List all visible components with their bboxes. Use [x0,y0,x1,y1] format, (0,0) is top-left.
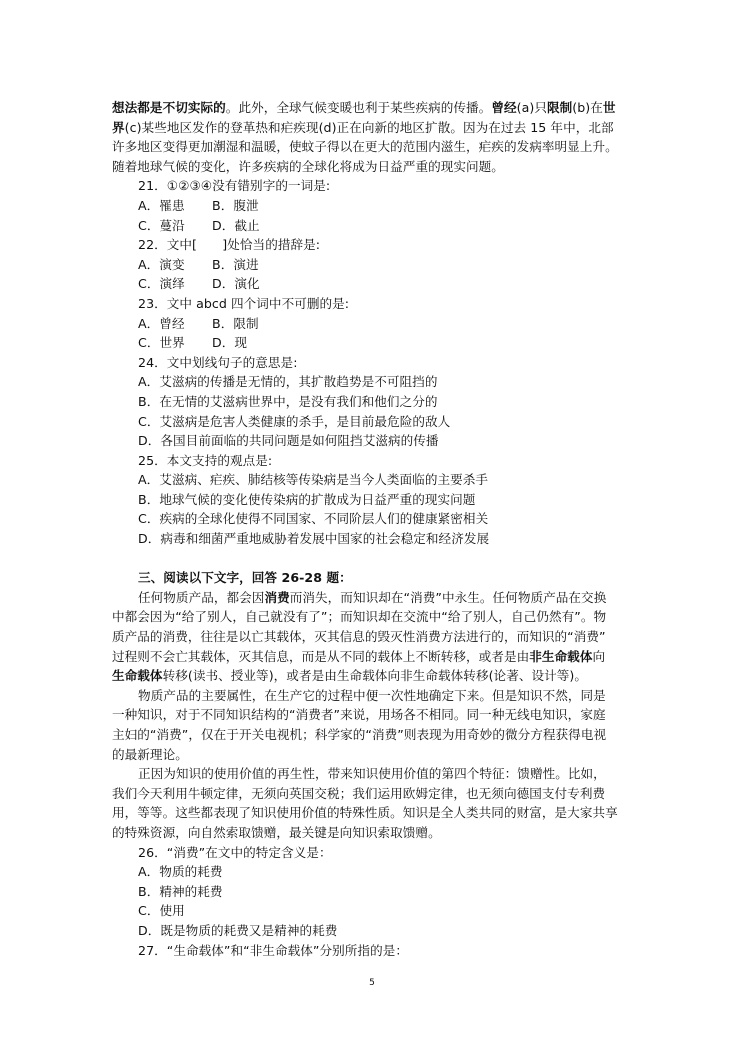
bold-text: 曾经 [491,100,517,115]
section-heading: 三、阅读以下文字，回答 26-28 题： [138,570,352,586]
option-b: B．在无情的艾滋病世界中，是没有我们和他们之分的 [138,393,438,409]
option-c: C．蔓沿 [138,217,185,233]
text-run: 而消失，而知识却在“消费”中永生。任何物质产品在交换 [289,589,607,605]
option-d: D．各国目前面临的共同问题是如何阻挡艾滋病的传播 [138,433,439,449]
option-d: D．病毒和细菌严重地威胁着发展中国家的社会稳定和经济发展 [138,531,490,547]
paragraph-line: 物质产品的主要属性，在生产它的过程中便一次性地确定下来。但是知识不然，同是 [138,687,606,703]
bold-text: 消费 [264,589,290,605]
paragraph-line: 的最新理论。 [112,746,188,762]
paragraph-line [112,118,632,138]
question-25-stem: 25．本文支持的观点是: [138,452,273,468]
question-22-options-ab [112,255,632,275]
paragraph-line [112,98,632,118]
bold-text: 生命载体 [112,668,163,684]
question-23-stem: 23．文中 abcd 四个词中不可删的是: [138,295,350,311]
paragraph-line [112,647,632,667]
option-a: A．罹患 [138,197,185,213]
option-c: C．疾病的全球化使得不同国家、不同阶层人们的健康紧密相关 [138,511,489,527]
text-run: 转移(读书、授业等)，或者是由生命载体向非生命载体转移(论著、设计等)。 [162,668,588,684]
paragraph-line [112,588,632,608]
bold-text: 非生命载体 [529,648,593,664]
option-a: A．物质的耗费 [138,864,223,880]
option-a: A．曾经 [138,315,185,331]
option-c: C．世界 [138,335,185,351]
option-d: D．既是物质的耗费又是精神的耗费 [138,922,338,938]
question-27-stem: 27．“生命载体”和“非生命载体”分别所指的是： [138,942,409,958]
option-d: D．演化 [212,276,260,292]
paragraph-line: 许多地区变得更加潮湿和温暖，使蚊子得以在更大的范围内滋生，疟疾的发病率明显上升。 [112,139,618,155]
paragraph-line: 质产品的消费，往往是以亡其载体，灭其信息的毁灭性消费方法进行的，而知识的“消费” [112,629,606,645]
option-a: A．艾滋病、疟疾、肺结核等传染病是当今人类面临的主要杀手 [138,472,489,488]
text-run: (c)某些地区发作的登革热和疟疾现(d)正在向新的地区扩散。因为在过去 15 年中，北部 [124,119,614,135]
paragraph-line: 我们今天利用牛顿定律，无须向英国交税；我们运用欧姆定律，也无须向德国支付专利费 [112,785,606,801]
option-a: A．艾滋病的传播是无情的，其扩散趋势是不可阻挡的 [138,374,438,390]
option-b: B．腹泄 [212,197,259,213]
option-b: B．精神的耗费 [138,883,223,899]
option-c: C．使用 [138,903,185,919]
page-number: 5 [369,978,375,988]
option-d: D．截止 [212,217,260,233]
question-21-stem: 21．①②③④没有错别字的一词是: [138,178,331,194]
spacer [112,549,632,569]
question-23-options-cd [112,333,632,353]
option-b: B．地球气候的变化使传染病的扩散成为日益严重的现实问题 [138,491,476,507]
option-b: B．演进 [212,256,259,272]
text-run: 过程则不会亡其载体，灭其信息，而是从不同的载体上不断转移，或者是由 [112,648,530,664]
text-run: (a)只 [516,100,547,115]
question-23-options-ab [112,314,632,334]
option-a: A．演变 [138,256,185,272]
paragraph-line: 一种知识，对于不同知识结构的“消费者”来说，用场各不相同。同一种无线电知识，家庭 [112,707,606,723]
paragraph-line: 用，等等。这些都表现了知识使用价值的特殊性质。知识是全人类共同的财富，是大家共享 [112,805,618,821]
option-c: C．艾滋病是危害人类健康的杀手，是目前最危险的敌人 [138,413,451,429]
question-22-options-cd [112,274,632,294]
page-body [112,98,632,960]
option-b: B．限制 [212,315,259,331]
bold-text: 限制 [546,100,573,115]
text-run: (b)在 [572,100,603,115]
bold-text: 世 [602,100,616,115]
paragraph-line: 中都会因为“给了别人，自己就没有了”；而知识却在交流中“给了别人，自己仍然有”。物 [112,609,607,625]
question-21-options-cd [112,216,632,236]
question-21-options-ab [112,196,632,216]
bold-text: 界 [112,119,125,135]
question-22-stem: 22．文中[ ]处恰当的措辞是: [138,237,321,253]
paragraph-line: 主妇的“消费”，仅在于开关电视机；科学家的“消费”则表现为用奇妙的微分方程获得电视 [112,727,607,742]
bold-text: 想法都是不切实际的 [112,100,226,115]
paragraph-line: 随着地球气候的变化，许多疾病的全球化将成为日益严重的现实问题。 [112,158,504,174]
option-c: C．演绎 [138,276,185,292]
text-run: 任何物质产品，都会因 [138,589,265,605]
paragraph-line [112,666,632,686]
paragraph-line: 的特殊资源，向自然索取馈赠，最关键是向知识索取馈赠。 [112,824,441,840]
question-24-stem: 24．文中划线句子的意思是: [138,354,298,370]
paragraph-line: 正因为知识的使用价值的再生性，带来知识使用价值的第四个特征：馈赠性。比如， [138,766,606,782]
question-26-stem: 26．“消费”在文中的特定含义是： [138,844,332,860]
text-run: 向 [592,648,606,664]
text-run: 。此外，全球气候变暖也利于某些疾病的传播。 [225,100,492,115]
option-d: D．现 [212,335,248,351]
